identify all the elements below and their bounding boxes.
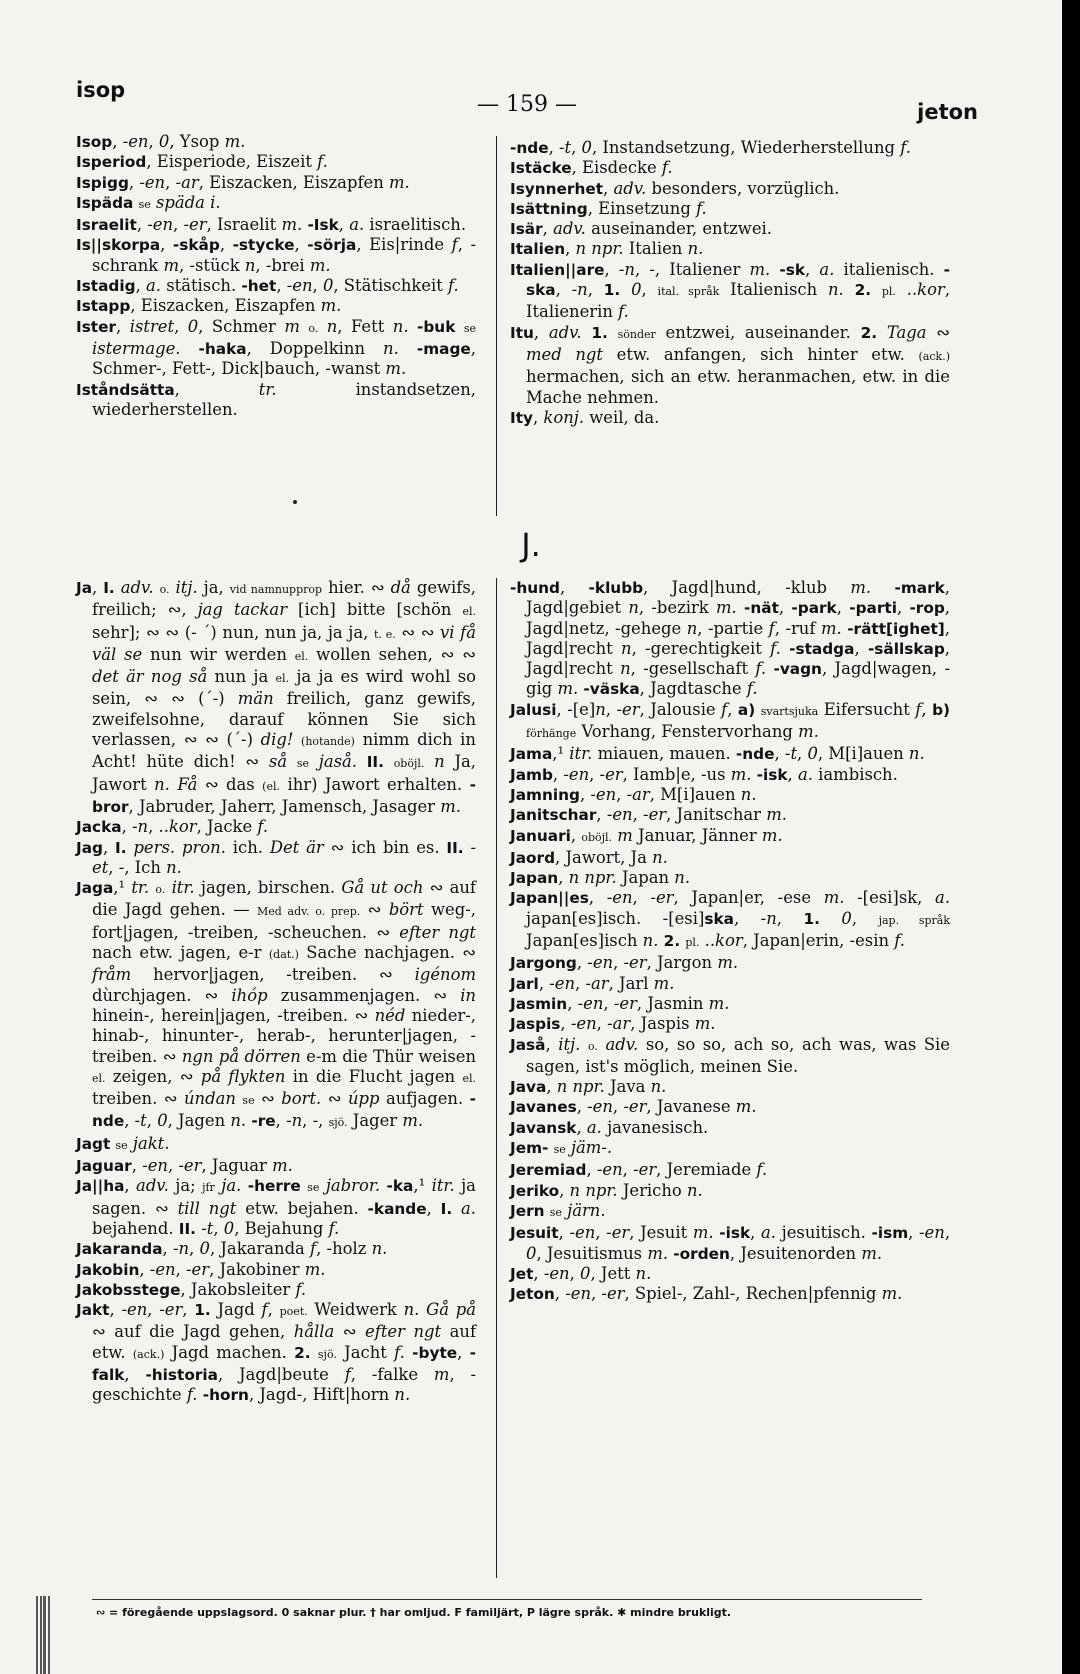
dictionary-entry: Jama,¹ itr. miauen, mauen. -nde, -t, 0, M[i]auen n. (510, 744, 925, 764)
column-top-right (510, 138, 950, 428)
dictionary-entry: Javansk, a. javanesisch. (510, 1117, 709, 1137)
column-top-left (76, 132, 476, 420)
column-divider-bottom (496, 578, 497, 1578)
dictionary-entry: Jamning, -en, -ar, M[i]auen n. (510, 784, 757, 804)
dictionary-entry: Jakaranda, -n, 0, Jakaranda f, -holz n. (76, 1239, 388, 1259)
dictionary-entry: Jakt, -en, -er, 1. Jagd f, poet. Weidwerk n. Gå på ∾ auf die Jagd gehen, hålla ∾ efter ngt auf etw. (ack.) Jagd machen. 2. sjö. Jacht f. -byte, -falk, -historia, Jagd|beute f, -falke m, -geschichte f. -horn, Jagd-, Hift|horn n. (76, 1300, 477, 1405)
dictionary-entry: Jasmin, -en, -er, Jasmin m. (510, 993, 730, 1013)
dictionary-entry: Ity, konj. weil, da. (510, 407, 660, 427)
dictionary-entry: Jaord, Jawort, Ja n. (510, 847, 668, 867)
dictionary-entry: -nde, -t, 0, Instandsetzung, Wiederherstellung f. (510, 138, 911, 157)
dictionary-entry: Japan||es, -en, -er, Japan|er, -ese m. -[esi]sk, a. japan[es]isch. -[esi]ska, -n, 1. 0, jap. språk Japan[es]isch n. 2. pl. ..kor, Japan|erin, -esin f. (510, 888, 951, 951)
dictionary-entry: Jaguar, -en, -er, Jaguar m. (76, 1156, 293, 1176)
dictionary-entry: Jagt se jakt. (76, 1133, 170, 1153)
dictionary-entry: Jakobin, -en, -er, Jakobiner m. (76, 1259, 326, 1279)
dictionary-entry: Itu, adv. 1. sönder entzwei, auseinander. 2. Taga ∾ med ngt etw. anfangen, sich hinter etw. (ack.) hermachen, sich an etw. heranmachen, etw. in die Mache nehmen. (510, 322, 950, 407)
dictionary-entry: Jaga,¹ tr. o. itr. jagen, birschen. Gå ut och ∾ auf die Jagd gehen. — Med adv. o. prep. ∾ bört weg-, fort|jagen, -treiben, -scheuchen. ∾ efter ngt nach etw. jagen, e-r (dat.) Sache nachjagen. ∾ fråm hervor|jagen, -treiben. ∾ igénom dùrchjagen. ∾ ihóp zusammenjagen. ∾ in hinein-, herein|jagen, -treiben. ∾ néd nieder-, hinab-, hinunter-, herab-, herunter|jagen, -treiben. ∾ ngn på dörren e-m die Thür weisen el. zeigen, ∾ på flykten in die Flucht jagen el. treiben. ∾ úndan se ∾ bort. ∾ úpp aufjagen. -nde, -t, 0, Jagen n. -re, -n, -, sjö. Jager m. (76, 878, 477, 1131)
dictionary-entry: Jeriko, n npr. Jericho n. (510, 1180, 703, 1200)
column-bottom-right (510, 578, 950, 1304)
dictionary-entry: Ja||ha, adv. ja; jfr ja. -herre se jabror. -ka,¹ itr. ja sagen. ∾ till ngt etw. bejahen. -kande, I. a. bejahend. II. -t, 0, Bejahung f. (76, 1176, 477, 1238)
dictionary-entry: Jaspis, -en, -ar, Jaspis m. (510, 1014, 716, 1034)
dictionary-entry: Israelit, -en, -er, Israelit m. -Isk, a. israelitisch. (76, 215, 467, 235)
footer-rule (92, 1599, 922, 1600)
dictionary-entry: Jeremiad, -en, -er, Jeremiade f. (510, 1160, 768, 1180)
column-bottom-left (76, 578, 476, 1406)
dictionary-entry: -hund, -klubb, Jagd|hund, -klub m. -mark, Jagd|gebiet n, -bezirk m. -nät, -park, -parti, -rop, Jagd|netz, -gehege n, -partie f, -ruf m. -rätt[ighet], Jagd|recht n, -gerechtigkeit f. -stadga, -sällskap, Jagd|recht n, -gesellschaft f. -vagn, Jagd|wagen, -gig m. -väska, Jagdtasche f. (510, 578, 951, 699)
dictionary-entry: Jaså, itj. o. adv. so, so so, ach so, ach was, was Sie sagen, ist's möglich, meinen Sie. (510, 1034, 950, 1076)
dictionary-entry: Is||skorpa, -skåp, -stycke, -sörja, Eis|rinde f, -schrank m, -stück n, -brei m. (76, 235, 476, 275)
dictionary-entry: Janitschar, -en, -er, Janitschar m. (510, 805, 787, 825)
dictionary-entry: Javanes, -en, -er, Javanese m. (510, 1097, 757, 1117)
dictionary-entry: Jalusi, -[e]n, -er, Jalousie f, a) svartsjuka Eifersucht f, b) förhänge Vorhang, Fenstervorhang m. (510, 699, 951, 742)
dictionary-entry: Jargong, -en, -er, Jargon m. (510, 953, 739, 973)
dictionary-entry: Jeton, -en, -er, Spiel-, Zahl-, Rechen|pfennig m. (510, 1284, 903, 1304)
scan-edge-bars (36, 1596, 52, 1674)
header-right-word: jeton (917, 100, 978, 124)
dictionary-entry: Ja, I. adv. o. itj. ja, vid namnupprop hier. ∾ då gewifs, freilich; ∾, jag tackar [ich] bitte [schön el. sehr]; ∾ ∾ (- ´) nun, nun ja, ja ja, t. e. ∾ ∾ vi få väl se nun wir werden el. wollen sehen, ∾ ∾ det är nog så nun ja el. ja ja es wird wohl so sein, ∾ ∾ (´-) män freilich, ganz gewifs, zweifelsohne, darauf können Sie sich verlassen, ∾ ∾ (´-) dig! (hotande) nimm dich in Acht! hüte dich! ∾ så se jaså. II. oböjl. n Ja, Jawort n. Få ∾ das (el. ihr) Jawort erhalten. -bror, Jabruder, Jaherr, Jamensch, Jasager m. (76, 578, 477, 816)
dictionary-entry: Jamb, -en, -er, Iamb|e, -us m. -isk, a. iambisch. (510, 764, 898, 784)
dictionary-entry: Ispigg, -en, -ar, Eiszacken, Eiszapfen m. (76, 172, 410, 192)
abbreviation-legend: ∾ = föregående uppslagsord. 0 saknar plur. † har omljud. F familjärt, P lägre språk. ✱ mindre brukligt. (96, 1606, 732, 1619)
dictionary-entry: Jarl, -en, -ar, Jarl m. (510, 973, 675, 993)
dictionary-entry: Isop, -en, 0, Ysop m. (76, 132, 246, 151)
print-speck (293, 500, 297, 504)
dictionary-entry: Jem- se jäm-. (510, 1138, 613, 1158)
dictionary-entry: Jet, -en, 0, Jett n. (510, 1263, 652, 1283)
dictionary-entry: Istadig, a. stätisch. -het, -en, 0, Stätischkeit f. (76, 276, 459, 296)
dictionary-entry: Iståndsätta, tr. instandsetzen, wiederherstellen. (76, 379, 476, 419)
header-left-word: isop (76, 78, 126, 102)
running-head (76, 78, 978, 122)
dictionary-entry: Isynnerhet, adv. besonders, vorzüglich. (510, 178, 840, 198)
dictionary-entry: Istäcke, Eisdecke f. (510, 158, 673, 178)
dictionary-entry: Ispäda se späda i. (76, 192, 221, 212)
dictionary-entry: Japan, n npr. Japan n. (510, 868, 691, 888)
dictionary-entry: Isär, adv. auseinander, entzwei. (510, 219, 772, 239)
page-number: — 159 — (477, 92, 577, 117)
dictionary-entry: Isperiod, Eisperiode, Eiszeit f. (76, 152, 328, 172)
dictionary-entry: Jern se järn. (510, 1200, 606, 1220)
dictionary-entry: Jakobsstege, Jakobsleiter f. (76, 1279, 307, 1299)
section-letter: J. (521, 526, 541, 564)
dictionary-entry: Jag, I. pers. pron. ich. Det är ∾ ich bin es. II. -et, -, Ich n. (76, 837, 477, 877)
column-divider-top (496, 136, 497, 516)
dictionary-entry: Jesuit, -en, -er, Jesuit m. -isk, a. jesuitisch. -ism, -en, 0, Jesuitismus m. -orden, Jesuitenorden m. (510, 1223, 951, 1263)
dictionary-entry: Jacka, -n, ..kor, Jacke f. (76, 817, 269, 837)
dictionary-entry: Italien||are, -n, -, Italiener m. -sk, a. italienisch. -ska, -n, 1. 0, ital. språk Italienisch n. 2. pl. ..kor, Italienerin f. (510, 259, 951, 322)
dictionary-entry: Januari, oböjl. m Januar, Jänner m. (510, 825, 783, 845)
dictionary-entry: Isättning, Einsetzung f. (510, 198, 707, 218)
dictionary-entry: Java, n npr. Java n. (510, 1077, 667, 1097)
dictionary-entry: Italien, n npr. Italien n. (510, 239, 704, 259)
dictionary-entry: Ister, istret, 0, Schmer m o. n, Fett n. -buk se istermage. -haka, Doppelkinn n. -mage, Schmer-, Fett-, Dick|bauch, -wanst m. (76, 316, 476, 379)
dictionary-entry: Istapp, Eiszacken, Eiszapfen m. (76, 296, 342, 316)
